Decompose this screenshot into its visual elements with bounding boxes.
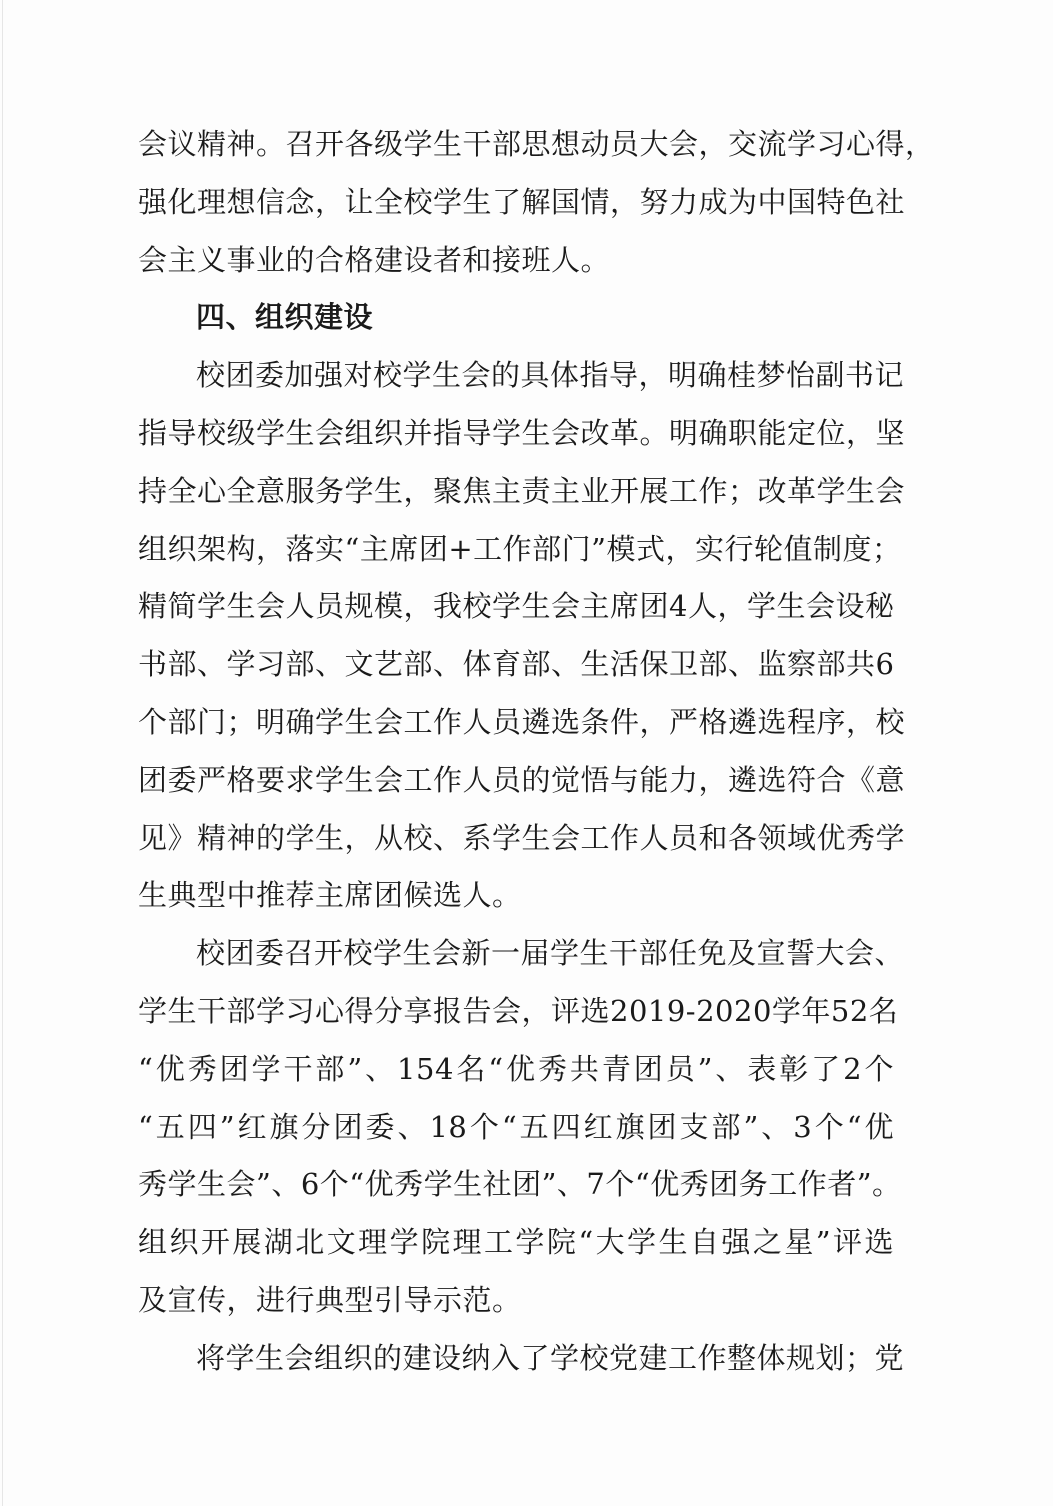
- text-line: 团委严格要求学生会工作人员的觉悟与能力，遴选符合《意: [138, 762, 906, 797]
- text-line: 生典型中推荐主席团候选人。: [138, 878, 522, 913]
- text-line: 个部门；明确学生会工作人员遴选条件，严格遴选程序，校: [138, 704, 906, 739]
- text-line: 会主义事业的合格建设者和接班人。: [138, 242, 611, 277]
- text-line: 精简学生会人员规模，我校学生会主席团4人，学生会设秘: [138, 589, 895, 624]
- text-line: 及宣传，进行典型引导示范。: [138, 1282, 522, 1317]
- text-line: 书部、学习部、文艺部、体育部、生活保卫部、监察部共6: [138, 647, 895, 682]
- document-body: [138, 116, 935, 1388]
- paragraph-first-line: 将学生会组织的建设纳入了学校党建工作整体规划；党: [196, 1340, 905, 1375]
- text-line: 见》精神的学生，从校、系学生会工作人员和各领域优秀学: [138, 820, 906, 855]
- text-line: “五四”红旗分团委、18个“五四红旗团支部”、3个“优: [138, 1109, 894, 1144]
- text-line: 组织开展湖北文理学院理工学院“大学生自强之星”评选: [138, 1225, 894, 1260]
- text-line: 会议精神。召开各级学生干部思想动员大会，交流学习心得，: [138, 127, 935, 161]
- text-line: 学生干部学习心得分享报告会，评选2019-2020学年52名: [138, 993, 899, 1028]
- text-line: 秀学生会”、6个“优秀学生社团”、7个“优秀团务工作者”。: [138, 1167, 902, 1202]
- text-line: “优秀团学干部”、154名“优秀共青团员”、表彰了2个: [138, 1051, 894, 1086]
- text-line: 组织架构，落实“主席团+工作部门”模式，实行轮值制度；: [138, 531, 902, 566]
- paragraph-first-line: 校团委召开校学生会新一届学生干部任免及宣誓大会、: [196, 936, 905, 971]
- paragraph-first-line: 校团委加强对校学生会的具体指导，明确桂梦怡副书记: [196, 358, 905, 393]
- text-line: 强化理想信念，让全校学生了解国情，努力成为中国特色社: [138, 184, 906, 219]
- scan-edge-line: [2, 0, 3, 1506]
- text-line: 指导校级学生会组织并指导学生会改革。明确职能定位，坚: [138, 415, 906, 450]
- text-line: 持全心全意服务学生，聚焦主责主业开展工作；改革学生会: [138, 473, 906, 508]
- section-heading: 四、组织建设: [196, 300, 374, 335]
